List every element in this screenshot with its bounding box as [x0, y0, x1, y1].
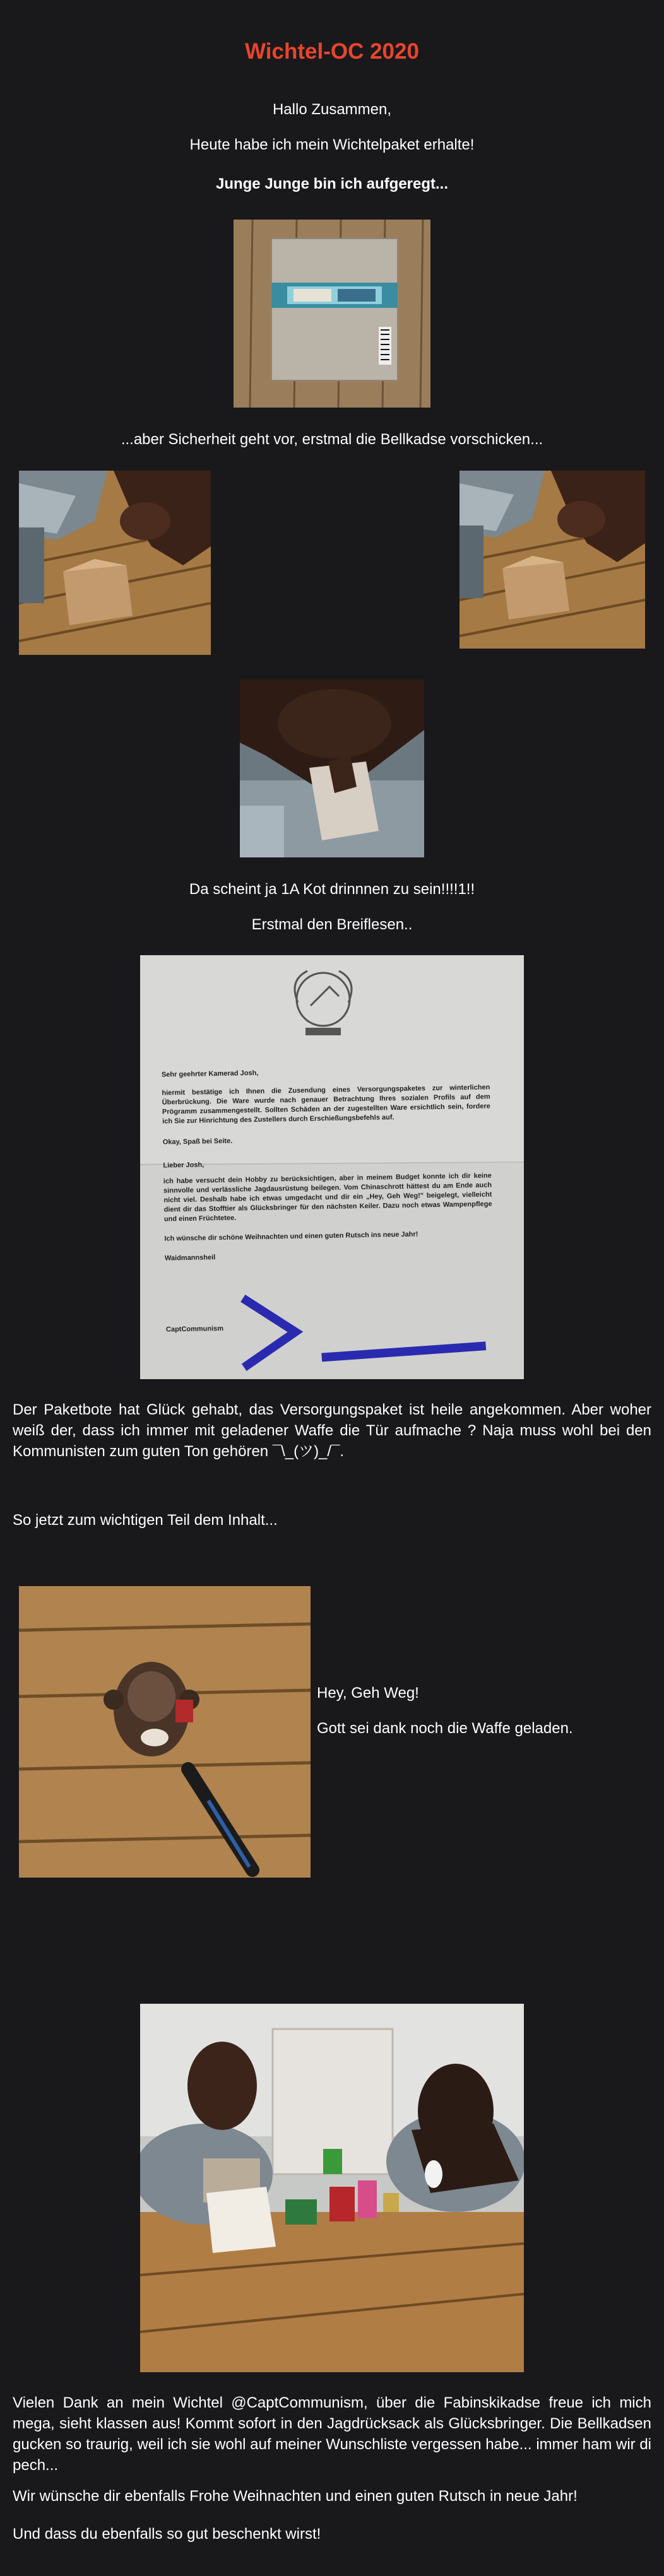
letter-greeting-2: Lieber Josh,	[163, 1161, 205, 1170]
dog-box-photo-left	[19, 471, 211, 655]
closing-paragraph: Und dass du ebenfalls so gut beschenkt wirst!	[13, 2526, 321, 2543]
dog-paw-photo	[240, 679, 424, 857]
delivery-paragraph: Der Paketbote hat Glück gehabt, das Versorgungspaket ist heile angekommen. Aber woher weiß der, dass ich immer mit geladener Waffe die Tür aufmache ? Naja muss wohl bei den Kommunisten zum guten Ton gehören ¯\_(ツ)_/¯.	[13, 1401, 651, 1460]
received-text: Heute habe ich mein Wichtelpaket erhalte!	[189, 136, 475, 153]
letter-wishes: Ich wünsche dir schöne Weihnachten und einen guten Rutsch ins neue Jahr!	[164, 1230, 418, 1243]
weapon-text: Gott sei dank noch die Waffe geladen.	[317, 1720, 573, 1737]
letter-photo	[140, 955, 524, 1379]
package-photo	[234, 220, 430, 408]
post-title: Wichtel-OC 2020	[245, 39, 419, 64]
contents-text: So jetzt zum wichtigen Teil dem Inhalt...	[13, 1512, 278, 1529]
letter-joke: Okay, Spaß bei Seite.	[162, 1137, 233, 1146]
safety-text: ...aber Sicherheit geht vor, erstmal die Bellkadse vorschicken...	[121, 431, 543, 448]
letter-body-2: ich habe versucht dein Hobby zu berücksichtigen, aber in meinem Budget konnte ich dir keine sinnvolle und verlässliche Jagdausrüstung beilegen. Vom Chinaschrott hättest du am Ende auch nicht viel. Deshalb habe ich etwas umgedacht und dir ein „Hey, Geh Weg!" beigelegt, vielleicht dient dir das Stofftier als Glücksbringer für den nächsten Keiler. Dazu noch etwas Wampenpflege und einen Früchtetee.	[163, 1172, 492, 1223]
dogs-with-gifts-photo	[140, 2004, 524, 2372]
letter-farewell: Waidmannsheil	[164, 1254, 216, 1262]
dog-box-photo-right	[459, 471, 645, 649]
letter-signature: CaptCommunism	[165, 1324, 224, 1334]
hey-geh-weg-text: Hey, Geh Weg!	[317, 1685, 419, 1702]
kot-text: Da scheint ja 1A Kot drinnnen zu sein!!!!1!!	[189, 881, 475, 898]
letter-intro-text: Erstmal den Breiflesen..	[251, 916, 413, 933]
wishes-paragraph: Wir wünsche dir ebenfalls Frohe Weihnachten und einen guten Rutsch in neue Jahr!	[13, 2488, 578, 2505]
letter-salutation: Sehr geehrter Kamerad Josh,	[161, 1069, 259, 1079]
signature-scribble-icon	[234, 1276, 495, 1376]
plush-toy-photo	[19, 1586, 311, 1878]
thanks-paragraph: Vielen Dank an mein Wichtel @CaptCommunism, über die Fabinskikadse freue ich mich mega, sieht klassen aus! Kommt sofort in den Jagdrücksack als Glücksbringer. Die Bellkadsen gucken so traurig, weil ich sie wohl auf meiner Wunschliste vergessen habe... immer ham wir di pech...	[13, 2394, 651, 2474]
excited-text: Junge Junge bin ich aufgeregt...	[215, 175, 449, 192]
letter-body-1: hiermit bestätige ich Ihnen die Zusendung eines Versorgungspaketes zur winterlichen Überbrückung. Die Ware wurde nach genauer Betrachtung Ihres sozialen Profils auf dem Prögramm zusammengestellt. Sollten Schäden an der zugestellten Ware ersichtlich sein, fordere ich Sie zur Hinrichtung des Zustellers durch Erschießungsbefehls auf.	[162, 1083, 490, 1126]
greeting-text: Hallo Zusammen,	[272, 101, 392, 118]
